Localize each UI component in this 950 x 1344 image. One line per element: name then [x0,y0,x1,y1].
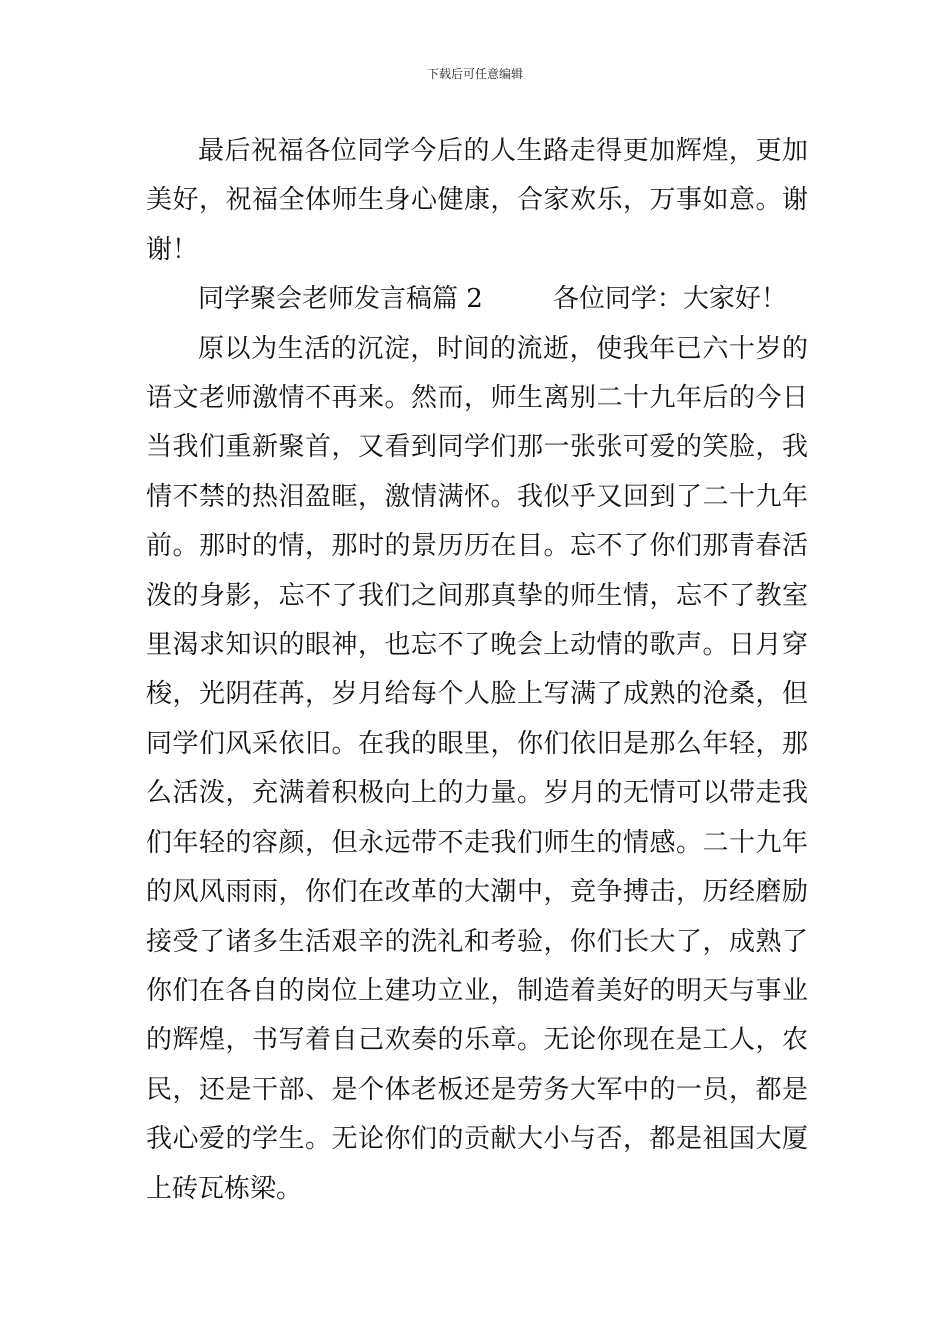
section-title: 同学聚会老师发言稿篇 2 [198,284,483,315]
page-header-note: 下载后可任意编辑 [426,67,523,81]
document-body [146,127,808,1214]
closing-paragraph: 最后祝福各位同学今后的人生路走得更加辉煌，更加美好，祝福全体师生身心健康，合家欢乐，万事如意。谢谢！ [146,136,808,265]
main-paragraph: 原以为生活的沉淀，时间的流逝，使我年已六十岁的语文老师激情不再来。然而，师生离别二十九年后的今日当我们重新聚首，又看到同学们那一张张可爱的笑脸，我情不禁的热泪盈眶，激情满怀。我似乎又回到了二十九年前。那时的情，那时的景历历在目。忘不了你们那青春活泼的身影，忘不了我们之间那真挚的师生情，忘不了教室里渴求知识的眼神，也忘不了晚会上动情的歌声。日月穿梭，光阴荏苒，岁月给每个人脸上写满了成熟的沧桑，但同学们风采依旧。在我的眼里，你们依旧是那么年轻，那么活泼，充满着积极向上的力量。岁月的无情可以带走我们年轻的容颜，但永远带不走我们师生的情感。二十九年的风风雨雨，你们在改革的大潮中，竞争搏击，历经磨励接受了诸多生活艰辛的洗礼和考验，你们长大了，成熟了你们在各自的岗位上建功立业，制造着美好的明天与事业的辉煌，书写着自己欢奏的乐章。无论你现在是工人，农民，还是干部、是个体老板还是劳务大军中的一员，都是我心爱的学生。无论你们的贡献大小与否，都是祖国大厦上砖瓦栋梁。 [146,333,808,1204]
section-heading-line [146,275,808,324]
greeting: 各位同学：大家好！ [552,284,787,315]
